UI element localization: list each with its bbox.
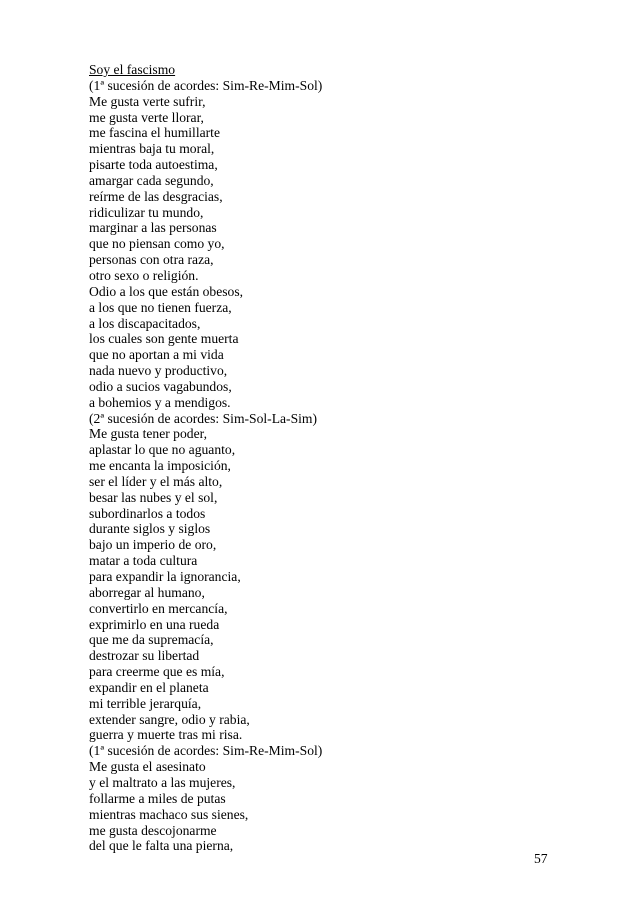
poem-text: [89, 62, 559, 854]
poem-line: Me gusta el asesinato: [89, 759, 206, 775]
poem-line: del que le falta una pierna,: [89, 838, 234, 854]
poem-line: y el maltrato a las mujeres,: [89, 774, 236, 790]
poem-line: que no aportan a mi vida: [89, 347, 224, 363]
poem-line: personas con otra raza,: [89, 252, 214, 268]
poem-line: reírme de las desgracias,: [89, 188, 223, 204]
poem-line: para creerme que es mía,: [89, 664, 225, 680]
poem-line: matar a toda cultura: [89, 553, 198, 569]
poem-line: bajo un imperio de oro,: [89, 537, 217, 553]
poem-line: Me gusta tener poder,: [89, 426, 207, 442]
poem-line: Odio a los que están obesos,: [89, 283, 244, 299]
poem-line: me fascina el humillarte: [89, 125, 220, 141]
poem-line: extender sangre, odio y rabia,: [89, 711, 250, 727]
poem-line: convertirlo en mercancía,: [89, 600, 228, 616]
poem-line: guerra y muerte tras mi risa.: [89, 727, 243, 743]
poem-line: mi terrible jerarquía,: [89, 695, 202, 711]
poem-line: ser el líder y el más alto,: [89, 473, 223, 489]
page-number: 57: [534, 851, 548, 866]
poem-line: pisarte toda autoestima,: [89, 157, 218, 173]
poem-line: expandir en el planeta: [89, 679, 209, 695]
poem-line: (1ª sucesión de acordes: Sim-Re-Mim-Sol): [89, 77, 323, 93]
poem-line: amargar cada segundo,: [89, 172, 214, 188]
poem-line: Me gusta verte sufrir,: [89, 93, 206, 109]
poem-line: mientras baja tu moral,: [89, 141, 215, 157]
poem-line: nada nuevo y productivo,: [89, 363, 228, 379]
poem-line: a los que no tienen fuerza,: [89, 299, 232, 315]
poem-title: Soy el fascismo: [89, 62, 176, 77]
poem-line: aplastar lo que no aguanto,: [89, 442, 236, 458]
poem-line: subordinarlos a todos: [89, 505, 206, 521]
poem-line: aborregar al humano,: [89, 584, 205, 600]
poem-line: ridiculizar tu mundo,: [89, 204, 204, 220]
poem-line: otro sexo o religión.: [89, 267, 199, 283]
poem-line: para expandir la ignorancia,: [89, 569, 241, 584]
poem-line: a bohemios y a mendigos.: [89, 394, 231, 410]
poem-line: destrozar su libertad: [89, 648, 200, 664]
poem-line: a los discapacitados,: [89, 315, 201, 331]
poem-line: que no piensan como yo,: [89, 236, 225, 252]
poem-line: que me da supremacía,: [89, 632, 214, 648]
poem-line: me encanta la imposición,: [89, 458, 231, 474]
poem-line: me gusta verte llorar,: [89, 109, 204, 125]
poem-line: mientras machaco sus sienes,: [89, 806, 249, 822]
poem-line: (1ª sucesión de acordes: Sim-Re-Mim-Sol): [89, 743, 323, 759]
poem-line: besar las nubes y el sol,: [89, 489, 218, 505]
poem-line: los cuales son gente muerta: [89, 331, 239, 347]
poem-line: odio a sucios vagabundos,: [89, 378, 232, 394]
poem-line: (2ª sucesión de acordes: Sim-Sol-La-Sim): [89, 410, 318, 426]
poem-line: durante siglos y siglos: [89, 521, 211, 537]
poem-line: me gusta descojonarme: [89, 822, 217, 838]
poem-line: marginar a las personas: [89, 220, 217, 236]
poem-line: exprimirlo en una rueda: [89, 616, 220, 632]
poem-line: follarme a miles de putas: [89, 790, 226, 806]
